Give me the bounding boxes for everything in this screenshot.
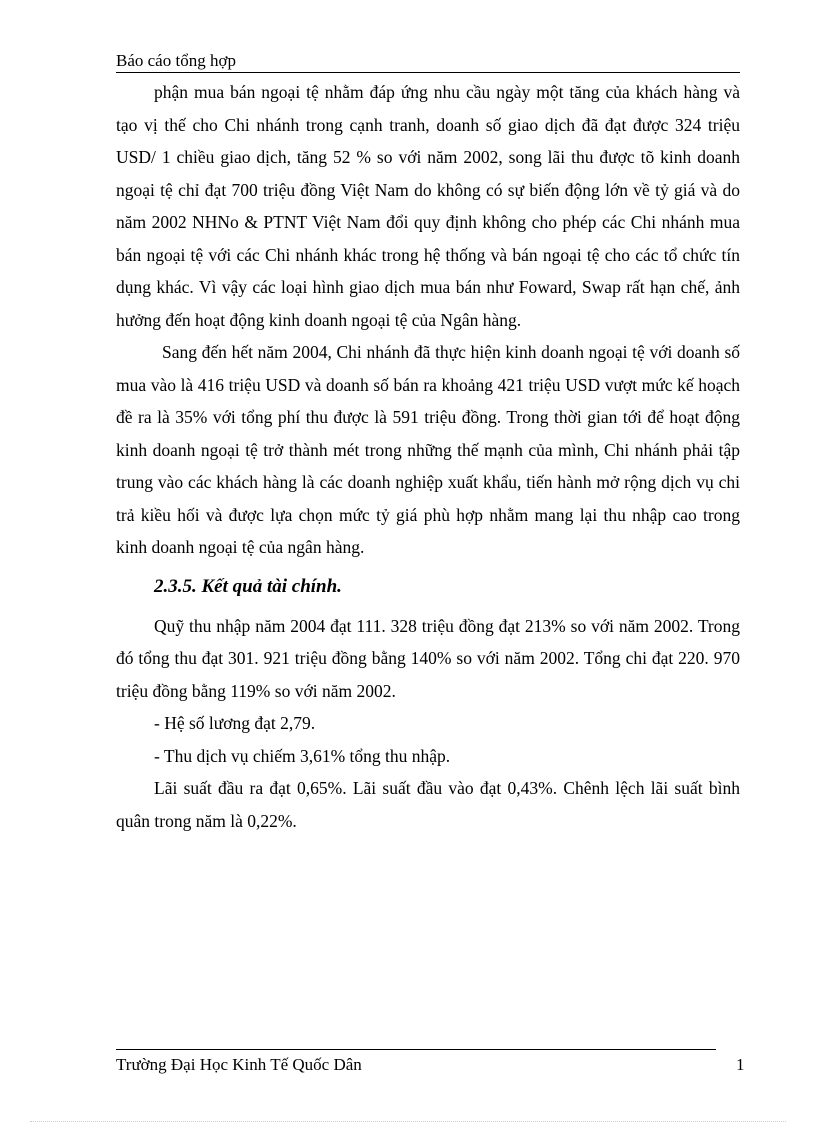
page-header: [116, 50, 740, 73]
section-heading: 2.3.5. Kết quả tài chính.: [154, 575, 342, 597]
page-number: 1: [736, 1055, 745, 1074]
paragraph-financial-results: Quỹ thu nhập năm 2004 đạt 111. 328 triệu đồng đạt 213% so với năm 2002. Trong đó tổng thu đạt 301. 921 triệu đồng bằng 140% so với năm 2002. Tổng chi đạt 220. 970 triệu đồng bằng 119% so với năm 2002.: [116, 615, 740, 701]
paragraph-interest-rates: Lãi suất đầu ra đạt 0,65%. Lãi suất đầu vào đạt 0,43%. Chênh lệch lãi suất bình quân trong năm là 0,22%.: [116, 778, 740, 831]
header-title: Báo cáo tổng hợp: [116, 51, 236, 70]
paragraph-foreign-exchange-2004: Sang đến hết năm 2004, Chi nhánh đã thực hiện kinh doanh ngoại tệ với doanh số mua vào là 416 triệu USD và doanh số bán ra khoảng 421 triệu USD vượt mức kế hoạch đề ra là 35% với tổng phí thu được là 591 triệu đồng. Trong thời gian tới để hoạt động kinh doanh ngoại tệ trở thành mét trong những thế mạnh của mình, Chi nhánh phải tập trung vào các khách hàng là các doanh nghiệp xuất khẩu, tiến hành mở rộng dịch vụ chi trả kiều hối và được lựa chọn mức tỷ giá phù hợp nhằm mang lại thu nhập cao trong kinh doanh ngoại tệ của ngân hàng.: [116, 342, 740, 557]
footer-institution: Trường Đại Học Kinh Tế Quốc Dân: [116, 1055, 362, 1074]
footer-divider: [116, 1049, 716, 1050]
page-edge-divider: [30, 1121, 786, 1122]
bullet-item: - Thu dịch vụ chiếm 3,61% tổng thu nhập.: [154, 745, 451, 766]
bullet-item: - Hệ số lương đạt 2,79.: [154, 713, 316, 733]
paragraph-foreign-exchange-2002: phận mua bán ngoại tệ nhằm đáp ứng nhu cầu ngày một tăng của khách hàng và tạo vị thế cho Chi nhánh trong cạnh tranh, doanh số giao dịch đã đạt được 324 triệu USD/ 1 chiều giao dịch, tăng 52 % so với năm 2002, song lãi thu được tõ kinh doanh ngoại tệ chỉ đạt 700 triệu đồng Việt Nam do không có sự biến động lớn về tỷ giá và do năm 2002 NHNo & PTNT Việt Nam đổi quy định không cho phép các Chi nhánh mua bán ngoại tệ với các Chi nhánh khác trong hệ thống và bán ngoại tệ cho các tổ chức tín dụng khác. Vì vậy các loại hình giao dịch mua bán như Foward, Swap rất hạn chế, ảnh hưởng đến hoạt động kinh doanh ngoại tệ của Ngân hàng.: [116, 82, 740, 330]
document-body: [116, 76, 740, 837]
